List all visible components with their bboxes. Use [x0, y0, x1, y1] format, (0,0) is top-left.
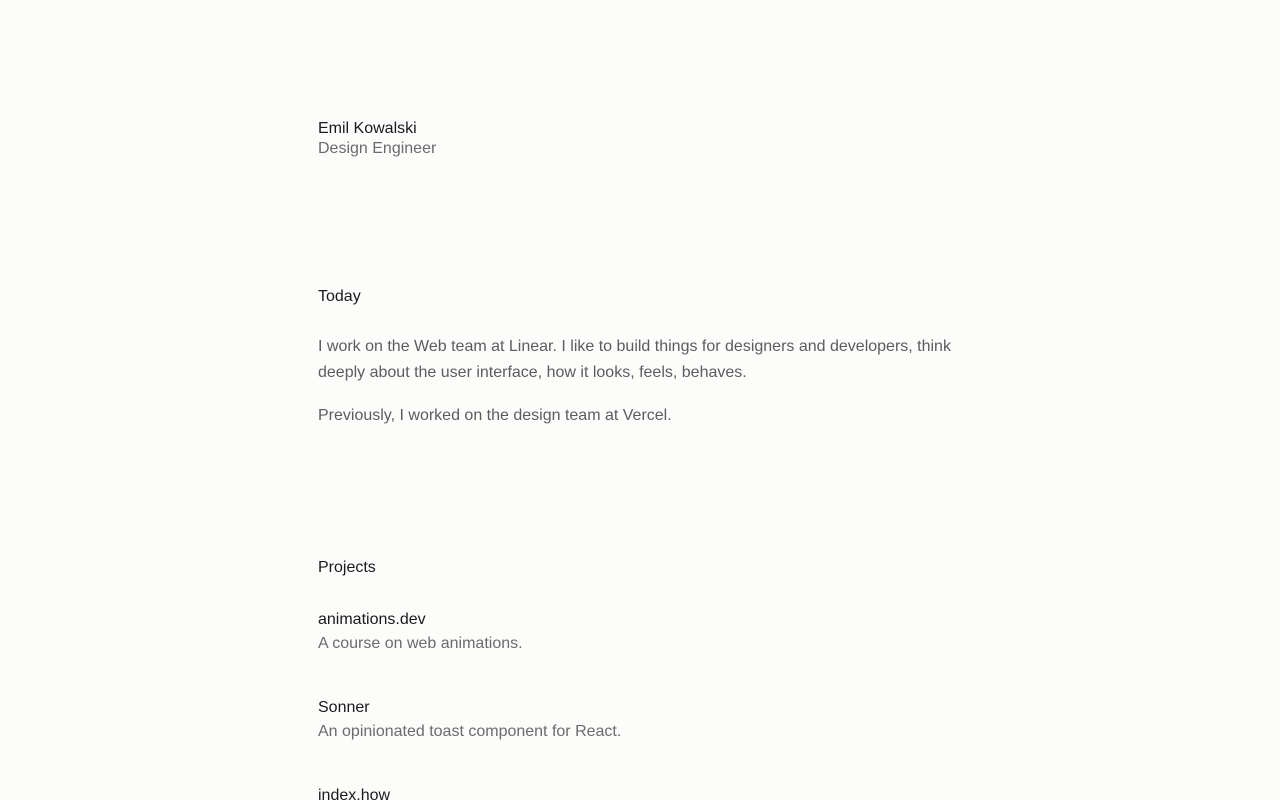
profile-header [318, 119, 436, 159]
project-link-sonner[interactable] [318, 696, 621, 744]
today-paragraph: I work on the Web team at Linear. I like to build things for designers and developers, think deeply about the user interface, how it looks, feels, behaves. [318, 338, 951, 381]
projects-section [318, 558, 958, 800]
project-description: A course on web animations. [318, 635, 523, 652]
project-link-animations-dev[interactable] [318, 608, 523, 656]
project-description: An opinionated toast component for React. [318, 723, 622, 740]
today-section [318, 287, 958, 429]
projects-title: Projects [318, 559, 376, 576]
today-paragraph: Previously, I worked on the design team at Vercel. [318, 407, 672, 424]
project-name: animations.dev [318, 611, 426, 628]
author-name: Emil Kowalski [318, 120, 417, 137]
project-link-index-how[interactable] [318, 784, 390, 800]
today-title: Today [318, 288, 361, 305]
author-role: Design Engineer [318, 140, 437, 157]
project-name: index.how [318, 787, 391, 800]
project-name: Sonner [318, 699, 370, 716]
